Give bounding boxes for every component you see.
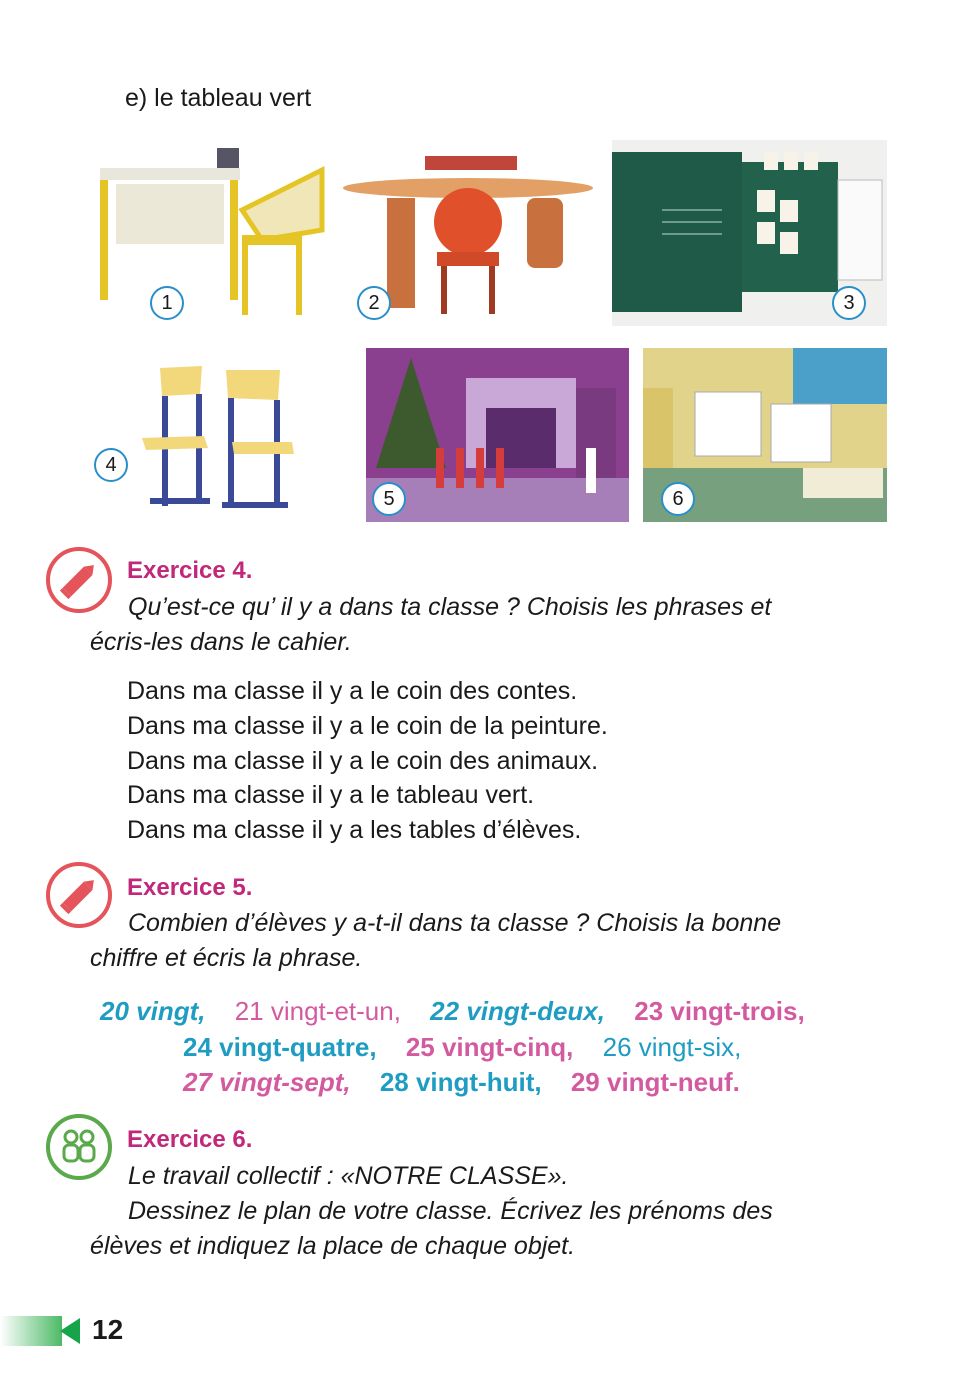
exercise-4-instruction-line1: Qu’est-ce qu’ il y a dans ta classe ? Choisis les phrases et [128,593,772,621]
exercise-5-title: Exercice 5. [127,874,253,901]
page-arrow-icon [60,1318,80,1344]
exercise-6-title: Exercice 6. [127,1126,253,1153]
numbers-row-2 [183,1032,763,1063]
sentence-item: Dans ma classe il y a le coin des animaux. [127,746,599,775]
photo-number-3: 3 [832,286,866,320]
photo-number-5: 5 [372,482,406,516]
numbers-row-1 [100,996,827,1027]
photo-number-4: 4 [94,448,128,482]
exercise-4-instruction [90,590,771,660]
number-item: 26 vingt-six, [602,1032,742,1062]
photo-number-1: 1 [150,286,184,320]
number-item: 28 vingt-huit, [379,1067,542,1097]
exercise-5-instruction [90,906,781,976]
photo-christmas-stage [366,348,629,522]
sentence-item: Dans ma classe il y a le coin des contes. [127,677,578,705]
photo-pupil-chairs [92,348,325,522]
exercise-6-instruction-line1: Le travail collectif : «NOTRE CLASSE». [128,1162,569,1190]
number-item: 23 vingt-trois, [634,996,805,1026]
photo-green-chalkboard [612,140,887,326]
footer-bar [0,1316,62,1346]
exercise-4-instruction-line2: écris-les dans le cahier. [90,628,352,656]
numbers-row-3 [183,1067,762,1098]
sentence-item: Dans ma classe il y a le coin de la peinture. [127,711,608,740]
exercise-6-instruction [90,1159,773,1264]
exercise-6-instruction-line3: élèves et indiquez la place de chaque objet. [90,1232,576,1260]
exercise-6-instruction-line2: Dessinez le plan de votre classe. Écrivez les prénoms des [128,1197,773,1225]
photo-easel-whiteboards [643,348,887,522]
page-number: 12 [92,1314,124,1345]
photo-desk-and-chair [92,140,325,326]
exercise-4-title: Exercice 4. [127,557,253,584]
sentence-item: Dans ma classe il y a le tableau vert. [127,781,535,810]
number-item: 22 vingt-deux, [430,996,605,1026]
heading-item-e: e) le tableau vert [125,84,312,112]
exercise-5-instruction-line1: Combien d’élèves y a-t-il dans ta classe ? Choisis la bonne [128,909,782,937]
number-item: 27 vingt-sept, [183,1067,351,1097]
number-item: 24 vingt-quatre, [183,1032,377,1062]
number-item: 21 vingt-et-un, [234,996,401,1026]
number-item: 20 vingt, [100,996,206,1026]
photo-teacher-desk [337,140,599,326]
number-item: 29 vingt-neuf. [570,1067,740,1097]
number-item: 25 vingt-cinq, [405,1032,574,1062]
photo-number-2: 2 [357,286,391,320]
sentence-item: Dans ma classe il y a les tables d’élèves. [127,816,582,845]
photo-number-6: 6 [661,482,695,516]
exercise-5-instruction-line2: chiffre et écris la phrase. [90,944,363,972]
exercise-4-sentences [127,674,608,848]
